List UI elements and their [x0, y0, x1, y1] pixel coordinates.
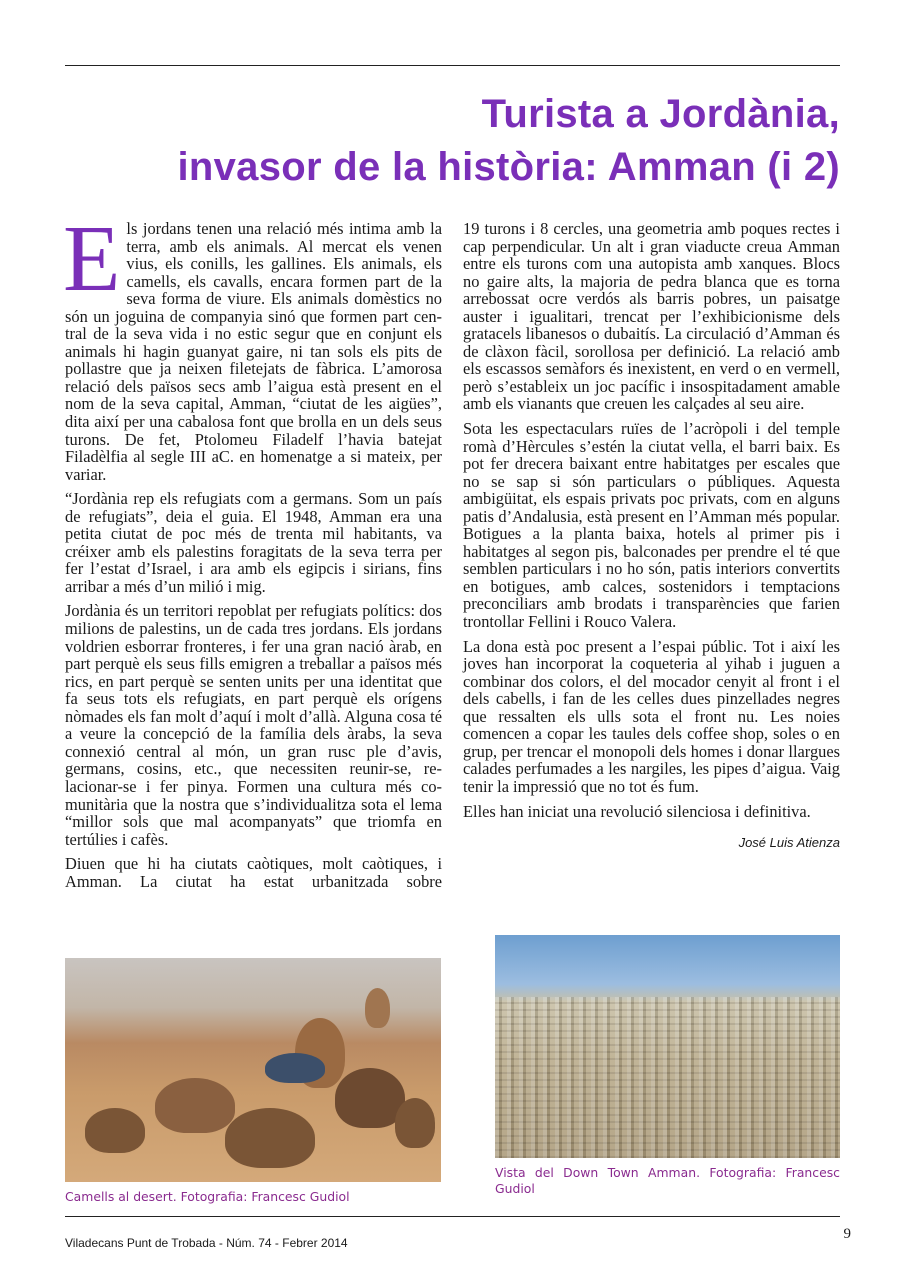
title-line-2: invasor de la història: Amman (i 2) — [177, 145, 840, 189]
bottom-rule — [65, 1216, 840, 1217]
article-column-left — [63, 207, 442, 897]
page-number: 9 — [843, 1226, 851, 1242]
city-photo — [495, 935, 840, 1158]
camels-photo — [65, 958, 441, 1182]
paragraph: Elles han iniciat una revolució silenciosa i definitiva. — [463, 801, 811, 821]
paragraph: “Jordània rep els refugiats com a germans. Som un país de refugiats”, deia el guia. El 1948, Amman era una petita ciutat de poc més de trenta mil habitants, va créixer amb els palestins foragitats de la seva terra per fer l’estat d’Israel, i ara amb els egipcis i sirians, fins arribar a més d’un milió i mig. — [65, 489, 442, 596]
paragraph-text: ls jordans tenen una relació més intima amb la terra, amb els animals. Al mercat els venen vius, els conills, les gallines. Els animals, els camells, els cavalls, encara formen part de la seva forma de viure. Els animals domèstics no són un joguina de companyia sinó que formen part central de la seva vida i no estic segur que en conjunt els animals hi hagin guanyat gaire, ni tan sols els pits de pollastre que ja neixen filetejats de fàbrica. L’amorosa relació dels països secs amb l’aigua està present en el nom de la seva capital, Amman, “ciutat de les aigües”, dita així per una cabalosa font que brolla en un dels seus turons. De fet, Ptolomeu Filadelf l’havia batejat Filadèlfia al segle III aC. en homenatge a si mateix, per variar. — [65, 219, 442, 484]
paragraph: Jordània és un territori repoblat per refugiats polítics: dos milions de palestins, un de cada tres jordans. Els jordans voldrien esborrar fronteres, i fer una gran nació àrab, en part perquè els seus fills emigren a treballar a països més rics, en part perquè se senten units per una identitat que fa seus tots els refugiats, en part perquè els orígens nòmades els fan molt d’aquí i molt d’allà. Alguna cosa té a veure la concepció de la família dels àrabs, la seva connexió central al món, un gran rusc ple d’avis, germans, cosins, etc., que necessiten reunir-se, relacionar-se i fer pinya. Formen una cultura més comunitària que la nostra que s’individualitza sota el lema “millor sols que mal acompanyats” que triomfa en tertúlies i cafès. — [65, 601, 442, 849]
paragraph: Sota les espectaculars ruïes de l’acròpoli i del temple romà d’Hèrcules s’estén la ciutat vella, el barri baix. Es pot fer drecera baixant entre habitatges per escales que no se sap si són particulars o públiques. Aquesta ambigüitat, els espais privats poc privats, com en alguns patis d’Andalusia, està present en l’Amman més popular. Botigues a la planta baixa, hotels al primer pis i habitatges al segon pis, balconades per prendre el té que semblen particulars i no ho són, patis interiors convertits en botigues, amb calces, sostenidors i temptacions preconciliars amb brodats i transparències que farien trontollar Fellini i Rouco Valera. — [463, 419, 840, 632]
top-rule — [65, 65, 840, 66]
paragraph: 19 turons i 8 cercles, una geometria amb poques rectes i cap perpendicular. Un alt i gran viaducte creua Amman entre els turons com una autopista amb xanques. Blocs no gaire alts, la majoria de pedra blanca que es torna arrebossat ocre verdós als barris pobres, un paisatge auster i igualitari, trencat per l’exhibicionisme dels gratacels libanesos o dubaitís. La circulació d’Amman és de clàxon fàcil, sorollosa per definició. La relació amb els escassos semàfors és inexistent, en verd o en vermell, però s’estableix un joc pacífic i insospitadament amable amb els vianants que creuen les calçades al seu aire. — [463, 219, 840, 414]
camels-photo-caption: Camells al desert. Fotografia: Francesc Gudiol — [65, 1189, 350, 1204]
article-column-right — [463, 220, 840, 852]
paragraph: Diuen que hi ha ciutats caòtiques, molt caòtiques, i Amman. La ciutat ha estat urbanitzada sobre — [65, 854, 442, 891]
paragraph — [63, 207, 442, 484]
author-signature: José Luis Atienza — [738, 835, 840, 851]
paragraph: La dona està poc present a l’espai públic. Tot i així les joves han incorporat la coqueteria al yihab i juguen a combinar dos colors, el del mocador cenyit al front i el dels cabells, i fan de les celles dues pinzellades negres que ressalten els ulls sota el front nu. Les noies comencen a copar les taules dels coffee shop, soles o en grup, per trencar el monopoli dels homes i donar llargues calades perfumades a les nargiles, les pipes d’aigua. Vaig tenir la impressió que no tot és fum. — [463, 636, 840, 796]
article-title — [177, 88, 840, 194]
title-line-1: Turista a Jordània, — [481, 92, 840, 136]
drop-cap: E — [63, 207, 121, 311]
city-photo-caption: Vista del Down Town Amman. Fotografia: Francesc Gudiol — [495, 1165, 840, 1196]
footer-publication: Viladecans Punt de Trobada - Núm. 74 - Febrer 2014 — [65, 1236, 348, 1250]
